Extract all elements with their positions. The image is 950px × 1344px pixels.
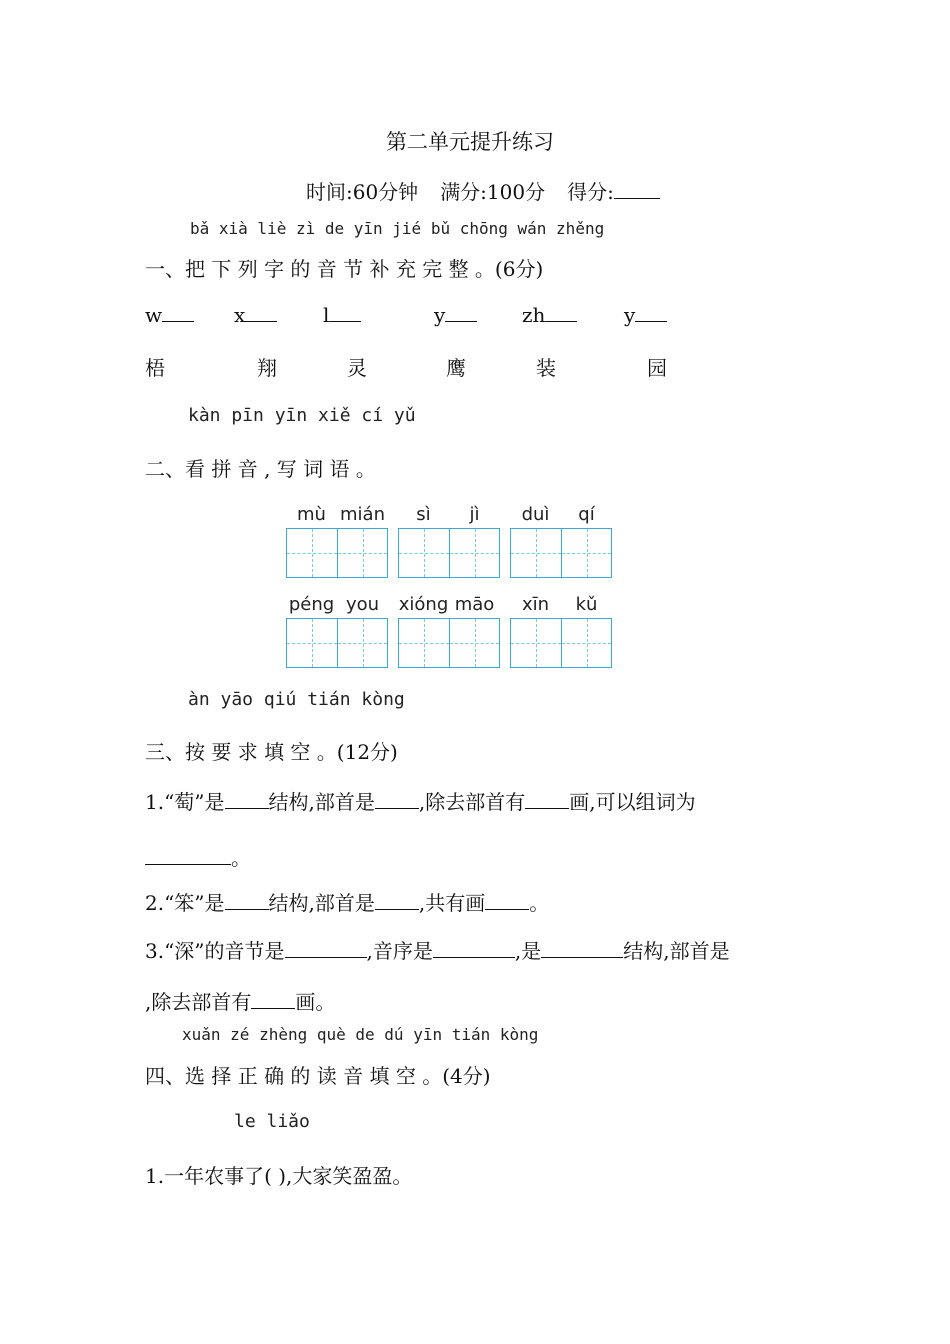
answer-blank[interactable] xyxy=(225,891,269,910)
syllable-blank-6[interactable]: y xyxy=(624,303,667,327)
answer-blank[interactable] xyxy=(251,990,295,1009)
question-4-1: 1.一年农事了( ),大家笑盈盈。 xyxy=(145,1164,413,1188)
answer-blank[interactable] xyxy=(225,790,269,809)
reading-options: le liǎo xyxy=(234,1111,310,1132)
page-title: 第二单元提升练习 xyxy=(386,130,554,154)
score-blank[interactable] xyxy=(614,180,660,199)
tianzige-row-1 xyxy=(286,504,622,578)
pinyin-label: qí xyxy=(578,504,595,525)
section1-title: 一、把 下 列 字 的 音 节 补 充 完 整 。(6分) xyxy=(145,257,544,281)
pinyin-label: kǔ xyxy=(575,594,598,615)
answer-blank[interactable] xyxy=(541,939,623,958)
writing-cell[interactable] xyxy=(561,619,611,667)
section2-title: 二、看 拼 音 , 写 词 语 。 xyxy=(145,457,376,481)
section4-pinyin: xuǎn zé zhèng què de dú yīn tián kòng xyxy=(182,1025,539,1044)
pinyin-label: jì xyxy=(469,504,480,525)
pinyin-label: sì xyxy=(416,504,431,525)
writing-cell[interactable] xyxy=(337,529,387,577)
writing-cell[interactable] xyxy=(511,619,561,667)
pinyin-label: mián xyxy=(340,504,385,525)
char-4: 鹰 xyxy=(446,356,466,380)
pinyin-label: mù xyxy=(297,504,326,525)
answer-blank[interactable] xyxy=(285,939,367,958)
exam-meta xyxy=(306,176,660,205)
char-6: 园 xyxy=(647,356,667,380)
question-3-1-cont: 。 xyxy=(145,842,251,871)
question-3-3-cont: ,除去部首有 画。 xyxy=(145,990,336,1014)
section3-pinyin: àn yāo qiú tián kòng xyxy=(188,689,405,710)
char-2: 翔 xyxy=(257,356,277,380)
answer-blank[interactable] xyxy=(375,790,419,809)
writing-cell[interactable] xyxy=(287,529,337,577)
pinyin-label: māo xyxy=(454,594,495,615)
word-box-mumian[interactable] xyxy=(286,504,388,578)
syllable-blank-1[interactable]: w xyxy=(145,303,194,327)
score-label: 得分: xyxy=(567,180,614,204)
writing-cell[interactable] xyxy=(287,619,337,667)
word-box-xiongmao[interactable] xyxy=(398,594,500,668)
pinyin-label: duì xyxy=(521,504,550,525)
question-3-1: 1.“萄”是 结构,部首是 ,除去部首有 画,可以组词为 xyxy=(145,790,696,814)
syllable-blank-4[interactable]: y xyxy=(434,303,477,327)
full-score: 满分:100分 xyxy=(440,180,546,204)
word-box-pengyou[interactable] xyxy=(286,594,388,668)
writing-cell[interactable] xyxy=(449,619,499,667)
writing-cell[interactable] xyxy=(449,529,499,577)
question-3-3: 3.“深”的音节是 ,音序是 ,是 结构,部首是 xyxy=(145,939,730,963)
writing-cell[interactable] xyxy=(561,529,611,577)
tianzige-row-2 xyxy=(286,594,622,668)
syllable-blank-2[interactable]: x xyxy=(234,303,277,327)
char-1: 梧 xyxy=(145,356,165,380)
section4-title: 四、选 择 正 确 的 读 音 填 空 。(4分) xyxy=(145,1064,491,1088)
answer-blank[interactable] xyxy=(525,790,569,809)
answer-blank[interactable] xyxy=(145,846,231,865)
syllable-blank-3[interactable]: l xyxy=(323,303,361,327)
answer-blank[interactable] xyxy=(375,891,419,910)
answer-blank[interactable] xyxy=(433,939,515,958)
char-5: 装 xyxy=(536,356,556,380)
word-box-duiqi[interactable] xyxy=(510,504,612,578)
word-box-siji[interactable] xyxy=(398,504,500,578)
time-limit: 时间:60分钟 xyxy=(306,180,419,204)
section1-pinyin: bǎ xià liè zì de yīn jié bǔ chōng wán zhěng xyxy=(190,219,605,238)
writing-cell[interactable] xyxy=(399,619,449,667)
writing-cell[interactable] xyxy=(399,529,449,577)
syllable-blank-5[interactable]: zh xyxy=(522,303,577,327)
pinyin-label: xióng xyxy=(398,594,449,615)
pinyin-label: you xyxy=(345,594,380,615)
section3-title: 三、按 要 求 填 空 。(12分) xyxy=(145,740,398,764)
pinyin-label: péng xyxy=(288,594,335,615)
answer-blank[interactable] xyxy=(485,891,529,910)
writing-cell[interactable] xyxy=(337,619,387,667)
writing-cell[interactable] xyxy=(511,529,561,577)
word-box-xinku[interactable] xyxy=(510,594,612,668)
question-3-2: 2.“笨”是 结构,部首是 ,共有画 。 xyxy=(145,891,550,915)
pinyin-label: xīn xyxy=(521,594,550,615)
section2-pinyin: kàn pīn yīn xiě cí yǔ xyxy=(188,405,416,426)
char-3: 灵 xyxy=(347,356,367,380)
